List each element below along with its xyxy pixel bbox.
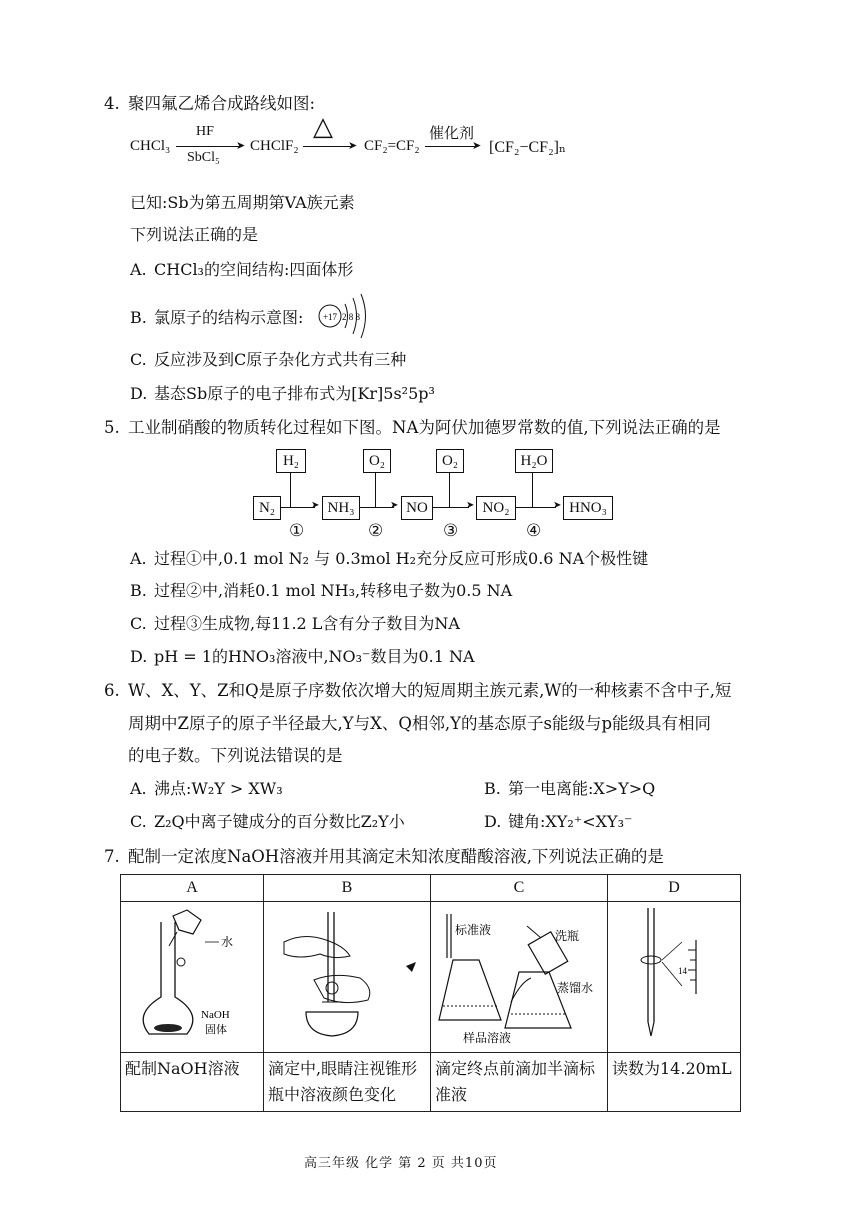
species-n2: N₂ (253, 496, 281, 520)
arrow-head-1: ➤ (236, 139, 246, 152)
label-standard: 标准液 (455, 923, 492, 937)
drop-line-4 (532, 473, 533, 507)
atom-nucleus: +17 (322, 312, 338, 322)
header-b: B (264, 875, 431, 902)
caption-d: 读数为14.20mL (608, 1053, 741, 1112)
route-arrow-3 (425, 146, 477, 147)
cell-c-image (431, 902, 608, 1053)
chlorine-atom-diagram (316, 290, 376, 342)
step-2: ② (368, 521, 384, 541)
reagent-h2: H₂ (276, 449, 306, 473)
route-chcl3: CHCl₃ (130, 138, 171, 154)
titration-hands-illustration (264, 902, 430, 1048)
label-solid: 固体 (205, 1023, 227, 1036)
q4-stem: 聚四氟乙烯合成路线如图: (128, 94, 316, 113)
route-cf2cf2: CF₂=CF₂ (364, 138, 420, 154)
route-arrow-1 (176, 146, 242, 147)
cell-a-image (121, 902, 264, 1053)
q5-option-a: A. 过程①中,0.1 mol N₂ 与 0.3mol H₂充分反应可形成0.6 NA个极性键 (130, 549, 649, 568)
species-no: NO (401, 496, 433, 520)
species-no2: NO₂ (476, 496, 516, 520)
volumetric-flask-illustration (121, 902, 263, 1048)
q7-heading: 7. 配制一定浓度NaOH溶液并用其滴定未知浓度醋酸溶液,下列说法正确的是 (104, 847, 664, 866)
q7-options-table (120, 874, 741, 1112)
species-nh3: NH₃ (322, 496, 360, 520)
q5-stem: 工业制硝酸的物质转化过程如下图。NA为阿伏加德罗常数的值,下列说法正确的是 (128, 418, 721, 437)
q6-option-a: A. 沸点:W₂Y > XW₃ (130, 779, 283, 798)
label-wash-bottle: 洗瓶 (555, 929, 580, 943)
q5-option-b: B. 过程②中,消耗0.1 mol NH₃,转移电子数为0.5 NA (130, 581, 513, 600)
q7-stem: 配制一定浓度NaOH溶液并用其滴定未知浓度醋酸溶液,下列说法正确的是 (128, 847, 664, 866)
arrow-head-3: ➤ (472, 139, 482, 152)
flow-arrow-head-2: ➤ (390, 500, 399, 511)
q6-option-c: C. Z₂Q中离子键成分的百分数比Z₂Y小 (130, 812, 405, 831)
caption-c: 滴定终点前滴加半滴标准液 (431, 1053, 608, 1112)
route-ptfe: [CF₂−CF₂]ₙ (489, 139, 566, 156)
header-d: D (608, 875, 741, 902)
step-3: ③ (443, 521, 459, 541)
route-sbcl5: SbCl₅ (187, 150, 220, 165)
flow-arrow-head-3: ➤ (466, 500, 475, 511)
q4-option-c: C. 反应涉及到C原子杂化方式共有三种 (130, 350, 407, 369)
label-scale-14: 14 (678, 966, 687, 976)
route-hf: HF (196, 124, 214, 139)
q5-heading: 5. 工业制硝酸的物质转化过程如下图。NA为阿伏加德罗常数的值,下列说法正确的是 (104, 418, 721, 437)
label-sample: 样品溶液 (463, 1031, 512, 1045)
q6-line-2: 周期中Z原子的原子半径最大,Y与X、Q相邻,Y的基态原子s能级与p能级具有相同 (128, 714, 712, 733)
species-hno3: HNO₃ (563, 496, 613, 520)
reagent-h2o: H₂O (515, 449, 553, 473)
header-c: C (431, 875, 608, 902)
q6-line-3: 的电子数。下列说法错误的是 (128, 746, 343, 765)
heat-triangle-icon: △ (313, 112, 333, 142)
label-water: 水 (221, 935, 234, 949)
step-4: ④ (526, 521, 542, 541)
cell-d-image (608, 902, 741, 1053)
reagent-o2-2: O₂ (436, 449, 464, 473)
label-naoh: NaOH (201, 1009, 230, 1021)
drop-line-1 (290, 473, 291, 507)
q4-known: 已知:Sb为第五周期第VA族元素 (130, 193, 355, 212)
flow-arrow-2 (360, 507, 394, 508)
step-1: ① (289, 521, 305, 541)
page-footer: 高三年级 化学 第 2 页 共10页 (304, 1156, 498, 1171)
table-image-row (121, 902, 741, 1053)
q5-option-c: C. 过程③生成物,每11.2 L含有分子数目为NA (130, 614, 460, 633)
table-caption-row (121, 1053, 741, 1112)
caption-a: 配制NaOH溶液 (121, 1053, 264, 1112)
table-header-row (121, 875, 741, 902)
q6-option-d: D. 键角:XY₂⁺<XY₃⁻ (484, 812, 633, 831)
caption-b: 滴定中,眼睛注视锥形瓶中溶液颜色变化 (264, 1053, 431, 1112)
q4-ask: 下列说法正确的是 (130, 225, 259, 244)
flow-arrow-3 (433, 507, 469, 508)
q5-option-d: D. pH = 1的HNO₃溶液中,NO₃⁻数目为0.1 NA (130, 647, 475, 666)
atom-shells: 2 8 8 (342, 312, 360, 322)
arrow-head-2: ➤ (348, 139, 358, 152)
q6-line-1: 6. W、X、Y、Z和Q是原子序数依次增大的短周期主族元素,W的一种核素不含中子,短 (104, 681, 732, 700)
cell-b-image (264, 902, 431, 1053)
route-chclf2: CHClF₂ (250, 138, 299, 154)
q6-option-b: B. 第一电离能:X>Y>Q (484, 779, 656, 798)
flow-arrow-4 (516, 507, 556, 508)
flow-arrow-head-1: ➤ (311, 500, 320, 511)
q4-option-b: B. 氯原子的结构示意图: (130, 308, 304, 327)
drop-line-3 (449, 473, 450, 507)
q4-option-d: D. 基态Sb原子的电子排布式为[Kr]5s²5p³ (130, 384, 435, 403)
header-a: A (121, 875, 264, 902)
flow-arrow-head-4: ➤ (553, 500, 562, 511)
route-arrow-2 (303, 146, 353, 147)
label-distilled-water: 蒸馏水 (557, 981, 594, 995)
drop-line-2 (375, 473, 376, 507)
burette-illustration (608, 902, 740, 1048)
reagent-o2-1: O₂ (363, 449, 391, 473)
q4-option-a: A. CHCl₃的空间结构:四面体形 (130, 260, 354, 279)
route-catalyst: 催化剂 (429, 124, 475, 142)
flow-arrow-1 (281, 507, 315, 508)
q4-heading: 4. 聚四氟乙烯合成路线如图: (104, 94, 316, 113)
wash-bottle-illustration (431, 902, 607, 1048)
